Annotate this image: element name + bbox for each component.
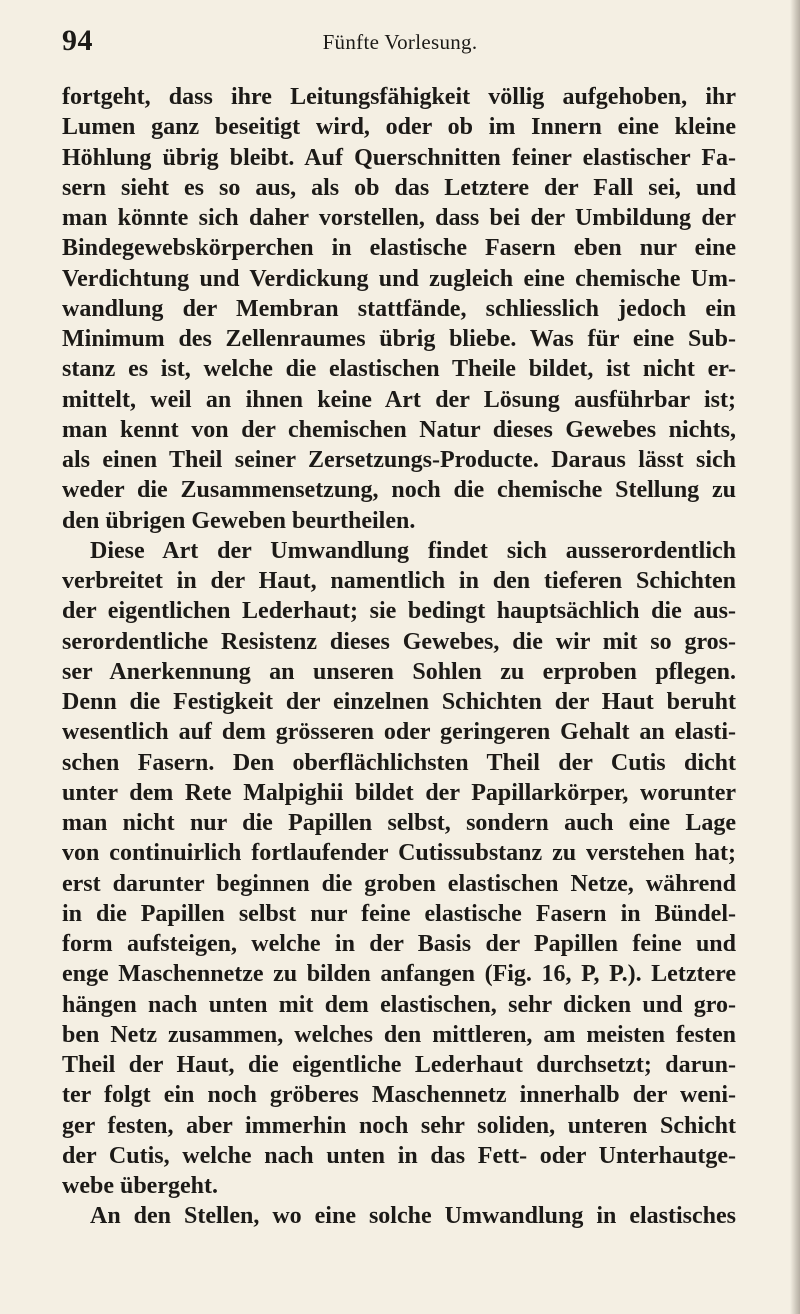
text-line: ger festen, aber immerhin noch sehr soliden, unteren Schicht [62,1112,736,1139]
text-line: in die Papillen selbst nur feine elastische Fasern in Bündel- [62,900,736,927]
page-header [62,24,738,64]
text-line: der Cutis, welche nach unten in das Fett- oder Unterhautge- [62,1142,736,1169]
text-line-paragraph-end: webe übergeht. [62,1173,218,1199]
text-line: enge Maschennetze zu bilden anfangen (Fig. 16, P, P.). Letztere [62,961,736,988]
text-line: wandlung der Membran stattfände, schliesslich jedoch ein [62,295,736,322]
text-line: Höhlung übrig bleibt. Auf Querschnitten feiner elastischer Fa- [62,144,736,171]
text-line: serordentliche Resistenz dieses Gewebes, die wir mit so gros- [62,628,736,655]
text-line: weder die Zusammensetzung, noch die chemische Stellung zu [62,477,736,504]
text-line-paragraph-start: Diese Art der Umwandlung findet sich ausserordentlich [90,537,736,564]
text-line: wesentlich auf dem grösseren oder geringeren Gehalt an elasti- [62,719,736,746]
text-line: erst darunter beginnen die groben elastischen Netze, während [62,870,736,897]
body-text [62,82,736,1232]
text-line: von continuirlich fortlaufender Cutissubstanz zu verstehen hat; [62,840,736,867]
text-line: fortgeht, dass ihre Leitungsfähigkeit völlig aufgehoben, ihr [62,84,736,110]
text-line: als einen Theil seiner Zersetzungs-Producte. Daraus lässt sich [62,447,736,473]
text-line: Theil der Haut, die eigentliche Lederhaut durchsetzt; darun- [62,1052,736,1078]
text-line: mittelt, weil an ihnen keine Art der Lösung ausführbar ist; [62,386,736,413]
text-line: form aufsteigen, welche in der Basis der Papillen feine und [62,931,736,957]
text-line: Bindegewebskörperchen in elastische Fasern eben nur eine [62,235,736,262]
text-line: ter folgt ein noch gröberes Maschennetz innerhalb der weni- [62,1082,736,1109]
page-number: 94 [62,24,93,57]
text-line: unter dem Rete Malpighii bildet der Papillarkörper, worunter [62,779,736,806]
text-line: ben Netz zusammen, welches den mittleren, am meisten festen [62,1021,736,1048]
text-line: Denn die Festigkeit der einzelnen Schichten der Haut beruht [62,689,736,715]
text-line: man kennt von der chemischen Natur dieses Gewebes nichts, [62,416,736,443]
page-edge-shadow [790,0,800,1314]
text-line: sern sieht es so aus, als ob das Letztere der Fall sei, und [62,174,736,201]
text-line: schen Fasern. Den oberflächlichsten Theil der Cutis dicht [62,749,736,776]
text-line: stanz es ist, welche die elastischen Theile bildet, ist nicht er- [62,356,736,383]
text-line-paragraph-start: An den Stellen, wo eine solche Umwandlung in elastisches [90,1203,736,1230]
text-line: der eigentlichen Lederhaut; sie bedingt hauptsächlich die aus- [62,598,736,625]
text-line: hängen nach unten mit dem elastischen, sehr dicken und gro- [62,991,736,1018]
text-line: verbreitet in der Haut, namentlich in den tieferen Schichten [62,568,736,594]
text-line: Lumen ganz beseitigt wird, oder ob im Innern eine kleine [62,114,736,141]
text-line-paragraph-end: den übrigen Geweben beurtheilen. [62,507,416,534]
text-line: Verdichtung und Verdickung und zugleich eine chemische Um- [62,265,736,292]
running-head: Fünfte Vorlesung. [322,30,478,54]
text-line: man nicht nur die Papillen selbst, sondern auch eine Lage [62,810,736,836]
text-line: ser Anerkennung an unseren Sohlen zu erproben pflegen. [62,658,736,685]
text-line: Minimum des Zellenraumes übrig bliebe. Was für eine Sub- [62,326,736,352]
text-line: man könnte sich daher vorstellen, dass bei der Umbildung der [62,205,736,231]
